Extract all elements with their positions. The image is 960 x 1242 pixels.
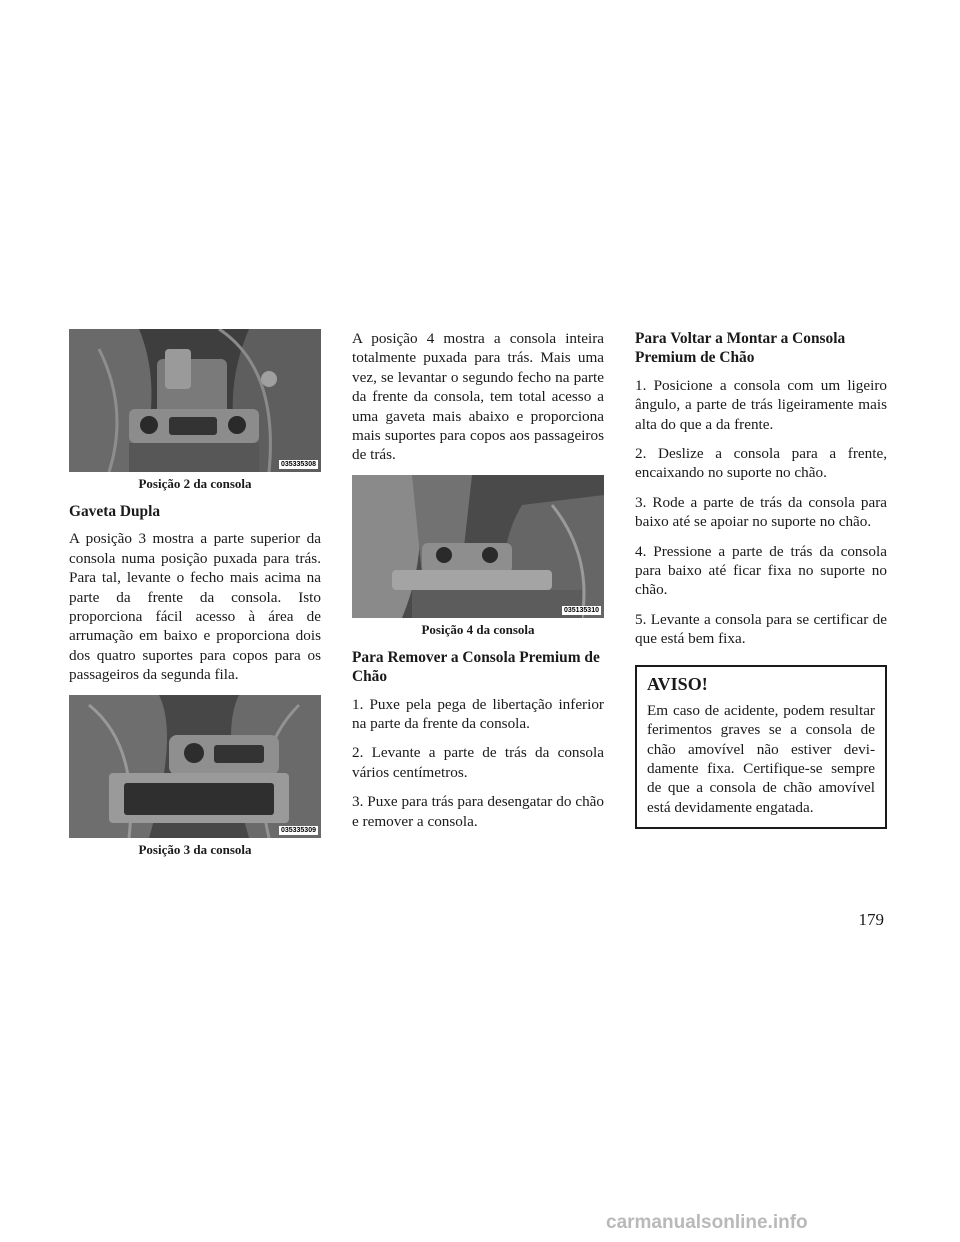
step-5: 5. Levante a consola para se certificar de que está bem fixa. bbox=[635, 610, 887, 648]
warning-box bbox=[635, 665, 887, 829]
column-right bbox=[635, 329, 887, 829]
image-code: 035135310 bbox=[563, 606, 599, 614]
console-position-3-photo bbox=[69, 695, 321, 838]
step-4: 4. Pressione a parte de trás da consola para baixo até ficar fixa no suporte no chão. bbox=[635, 542, 887, 599]
paragraph: A posição 4 mostra a consola inteira totalmente puxada para trás. Mais uma vez, se levantar o segundo fecho na parte da frente da consola, tem total acesso a uma gaveta mais abaixo e proporciona mais suportes para copos aos passageiros de trás. bbox=[352, 330, 604, 464]
step-1: 1. Posicione a consola com um ligeiro ângulo, a parte de trás ligeiramente mais alta do que a da frente. bbox=[635, 376, 887, 433]
figure-caption: Posição 4 da consola bbox=[421, 621, 535, 637]
figure-caption: Posição 2 da consola bbox=[138, 476, 252, 491]
page-number: 179 bbox=[858, 910, 884, 929]
console-position-2-illustration bbox=[69, 329, 321, 472]
figure-caption: Posição 3 da consola bbox=[138, 841, 252, 857]
warning-text: Em caso de acidente, podem resultar ferimentos graves se a consola de chão amovível não estiver devidamente fixa. Certifique-se sempre de que a consola de chão amovível está devidamente engatada. bbox=[647, 701, 875, 816]
console-position-4-photo bbox=[352, 475, 604, 618]
console-position-2-photo bbox=[69, 329, 321, 472]
image-code: 035335308 bbox=[280, 461, 316, 468]
section-heading-remover: Para Remover a Consola Premium de Chão bbox=[352, 648, 600, 686]
watermark: carmanualsonline.info bbox=[606, 1212, 808, 1233]
console-position-3-illustration bbox=[69, 695, 321, 838]
console-position-4-illustration bbox=[352, 475, 604, 618]
section-heading-montar: Para Voltar a Montar a Consola Premium de Chão bbox=[635, 330, 846, 367]
step-2: 2. Levante a parte de trás da consola vários centímetros. bbox=[352, 744, 604, 781]
step-1: 1. Puxe pela pega de libertação inferior na parte da frente da consola. bbox=[352, 695, 604, 733]
step-2: 2. Deslize a consola para a frente, encaixando no suporte no chão. bbox=[635, 445, 887, 482]
image-code: 035335309 bbox=[280, 826, 316, 834]
step-3: 3. Puxe para trás para desengatar do chão e remover a consola. bbox=[352, 793, 604, 830]
column-left bbox=[69, 329, 321, 868]
paragraph: A posição 3 mostra a parte superior da consola numa posição puxada para trás. Para tal, levante o fecho mais acima na parte da frente da consola. Isto proporciona fácil acesso à área de arrumação em baixo e proporciona dois dos quatro suportes para copos para os passageiros da segunda fila. bbox=[69, 530, 321, 684]
column-middle bbox=[352, 329, 604, 841]
section-heading-gaveta-dupla: Gaveta Dupla bbox=[69, 503, 161, 520]
step-3: 3. Rode a parte de trás da consola para baixo até se apoiar no suporte no chão. bbox=[635, 493, 887, 531]
warning-title: AVISO! bbox=[647, 673, 708, 694]
